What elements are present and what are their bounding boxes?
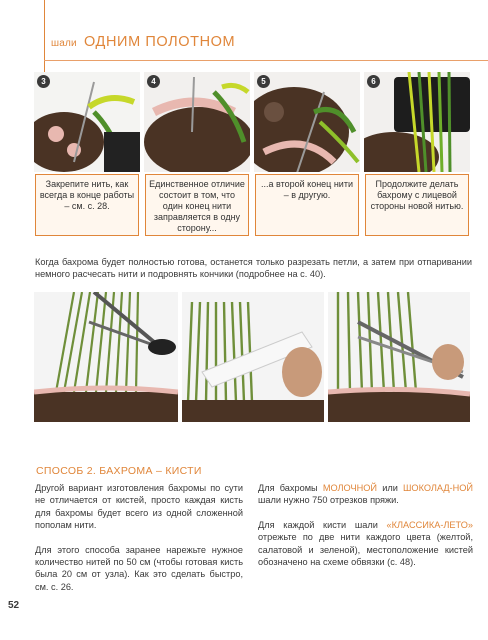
section2-left-column xyxy=(35,482,243,593)
step-photo-5 xyxy=(254,72,360,172)
highlight-milk: МОЛОЧНОЙ xyxy=(322,483,378,493)
photo-combing-fringe xyxy=(182,292,324,422)
step-caption-6: Продолжите делать бахрому с лицевой стороны новой нитью. xyxy=(365,174,469,236)
highlight-classic-summer: «КЛАССИКА-ЛЕТО» xyxy=(386,519,473,530)
step-photo-3 xyxy=(34,72,140,172)
step-badge-3: 3 xyxy=(37,75,50,88)
section2-right-p1: Для бахромы МОЛОЧНОЙ или ШОКОЛАД-НОЙ шали нужно 750 отрезков пряжи. xyxy=(258,483,474,506)
step-caption-3: Закрепите нить, как всегда в конце работы – см. с. 28. xyxy=(35,174,139,236)
step-badge-5: 5 xyxy=(257,75,270,88)
step-caption-4: Единственное отличие состоит в том, что один конец нити заправляется в одну сторону... xyxy=(145,174,249,236)
step-badge-4: 4 xyxy=(147,75,160,88)
header-horizontal-rule xyxy=(44,60,488,61)
section2-right-column xyxy=(258,482,473,568)
step-photo-6 xyxy=(364,72,470,172)
header-section: шали xyxy=(51,38,77,49)
photo-cutting-loops xyxy=(34,292,178,422)
photo-trimming-ends xyxy=(328,292,470,422)
highlight-chocolate: ШОКОЛАД-НОЙ xyxy=(403,483,474,493)
section2-title: СПОСОБ 2. БАХРОМА – КИСТИ xyxy=(36,465,202,477)
section2-right-p2: Для каждой кисти шали «КЛАССИКА-ЛЕТО» отрежьте по две нити каждого цвета (желтой, салатовой и зеленой), местоположение кистей обозначено на схеме обвязки (с. 48). xyxy=(258,519,473,568)
section2-left-p2: Для этого способа заранее нарежьте нужное количество нитей по 50 см (чтобы готовая кисть была 20 см от узла). Как это сделать быстро, см. с. 26. xyxy=(35,544,243,592)
step-badge-6: 6 xyxy=(367,75,380,88)
fringe-paragraph: Когда бахрома будет полностью готова, останется только разрезать петли, а затем при отпаривании немного расчесать нити и подровнять кончики (подробнее на с. 40). xyxy=(35,257,472,280)
step-caption-5: ...а второй конец нити – в другую. xyxy=(255,174,359,236)
section2-left-p1: Другой вариант изготовления бахромы по сути не отличается от кистей, просто каждая кисть для бахромы будет всего из одной сложенной пополам нити. xyxy=(35,483,243,531)
page-number: 52 xyxy=(8,600,20,611)
step-photo-4 xyxy=(144,72,250,172)
header-title: ОДНИМ ПОЛОТНОМ xyxy=(84,34,236,50)
